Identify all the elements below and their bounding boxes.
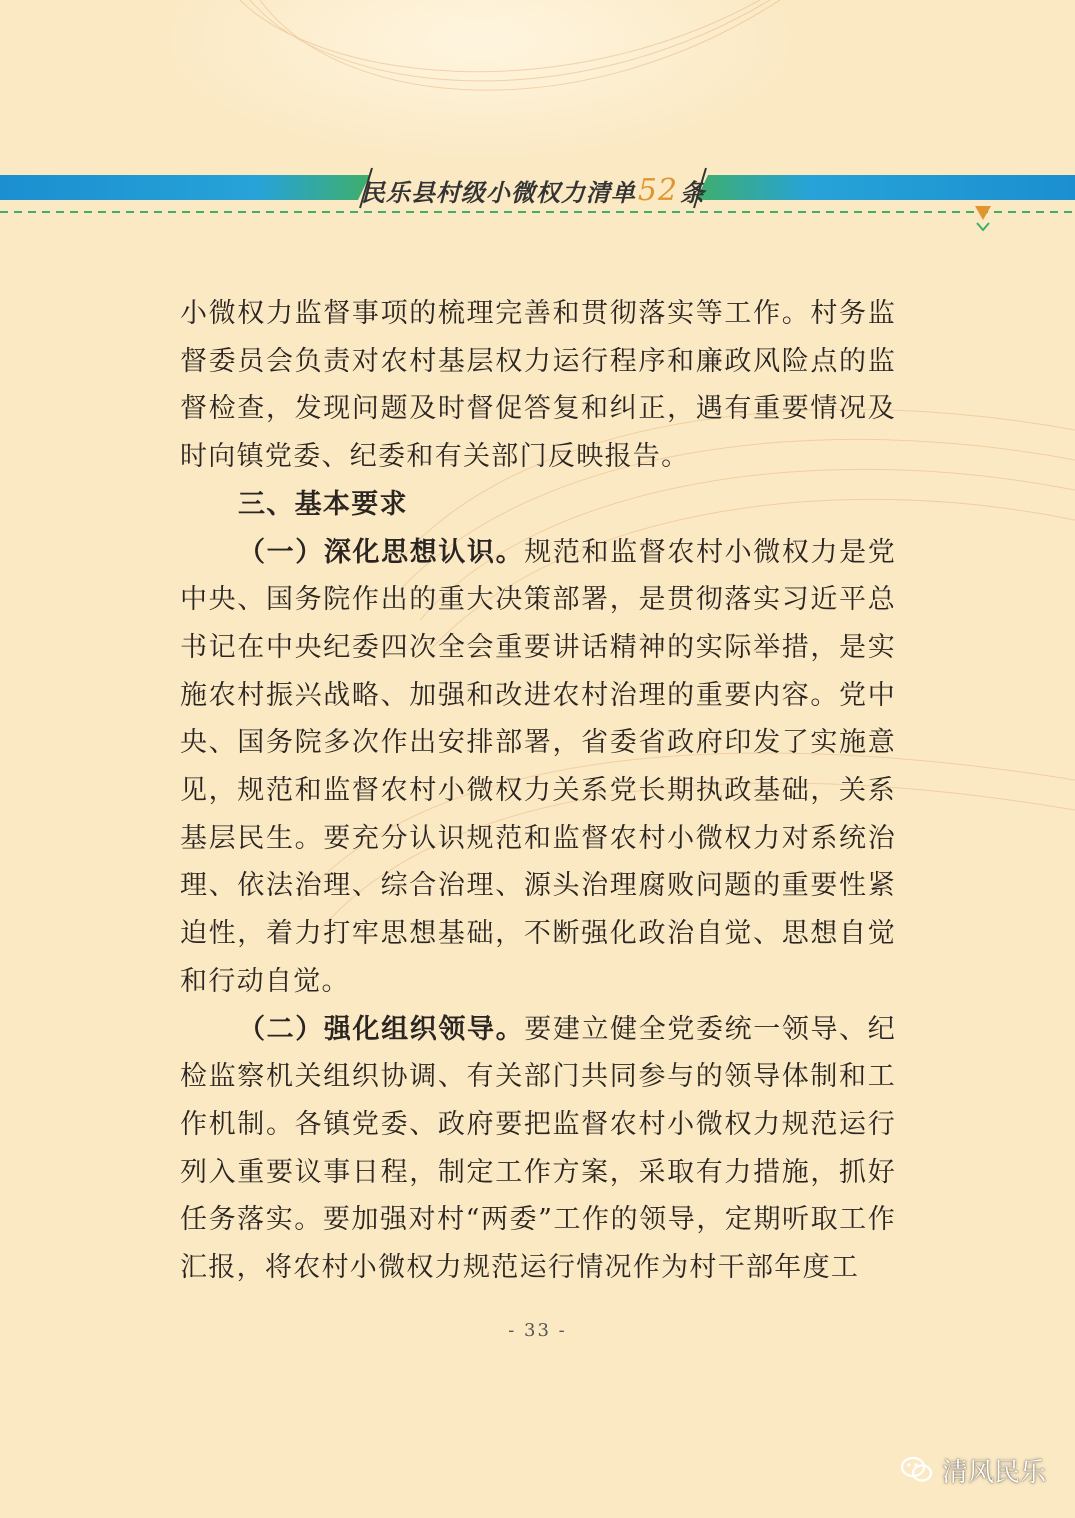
paragraph-section-1	[180, 529, 896, 1006]
running-header-title	[360, 170, 706, 210]
paragraph-section-2	[180, 1006, 896, 1292]
header-title-prefix: 民乐县村级小微权力清单	[360, 177, 636, 207]
section-2-text: 要建立健全党委统一领导、纪检监察机关组织协调、有关部门共同参与的领导体制和工作机制。各镇党委、政府要把监督农村小微权力规范运行列入重要议事日程，制定工作方案，采取有力措施，抓好任务落实。要加强对村“两委”工作的领导，定期听取工作汇报，将农村小微权力规范运行情况作为村干部年度工	[180, 1013, 897, 1284]
wechat-icon	[900, 1455, 934, 1485]
section-2-lead: （二）强化组织领导。	[238, 1013, 525, 1045]
page-number: - 33 -	[508, 1320, 567, 1341]
source-watermark	[900, 1450, 1046, 1490]
header-title-suffix: 条	[680, 177, 706, 207]
section-1-lead: （一）深化思想认识。	[238, 536, 525, 568]
watermark-text: 清风民乐	[942, 1457, 1047, 1488]
document-body	[180, 290, 896, 1292]
header-title-number: 52	[637, 172, 679, 208]
section-heading: 三、基本要求	[238, 488, 408, 520]
paragraph-continuation: 小微权力监督事项的梳理完善和贯彻落实等工作。村务监督委员会负责对农村基层权力运行程序和廉政风险点的监督检查，发现问题及时督促答复和纠正，遇有重要情况及时向镇党委、纪委和有关部门反映报告。	[180, 298, 896, 473]
section-1-text: 规范和监督农村小微权力是党中央、国务院作出的重大决策部署，是贯彻落实习近平总书记在中央纪委四次全会重要讲话精神的实际举措，是实施农村振兴战略、加强和改进农村治理的重要内容。党中央、国务院多次作出安排部署，省委省政府印发了实施意见，规范和监督农村小微权力关系党长期执政基础，关系基层民生。要充分认识规范和监督农村小微权力对系统治理、依法治理、综合治理、源头治理腐败问题的重要性紧迫性，着力打牢思想基础，不断强化政治自觉、思想自觉和行动自觉。	[180, 536, 897, 997]
